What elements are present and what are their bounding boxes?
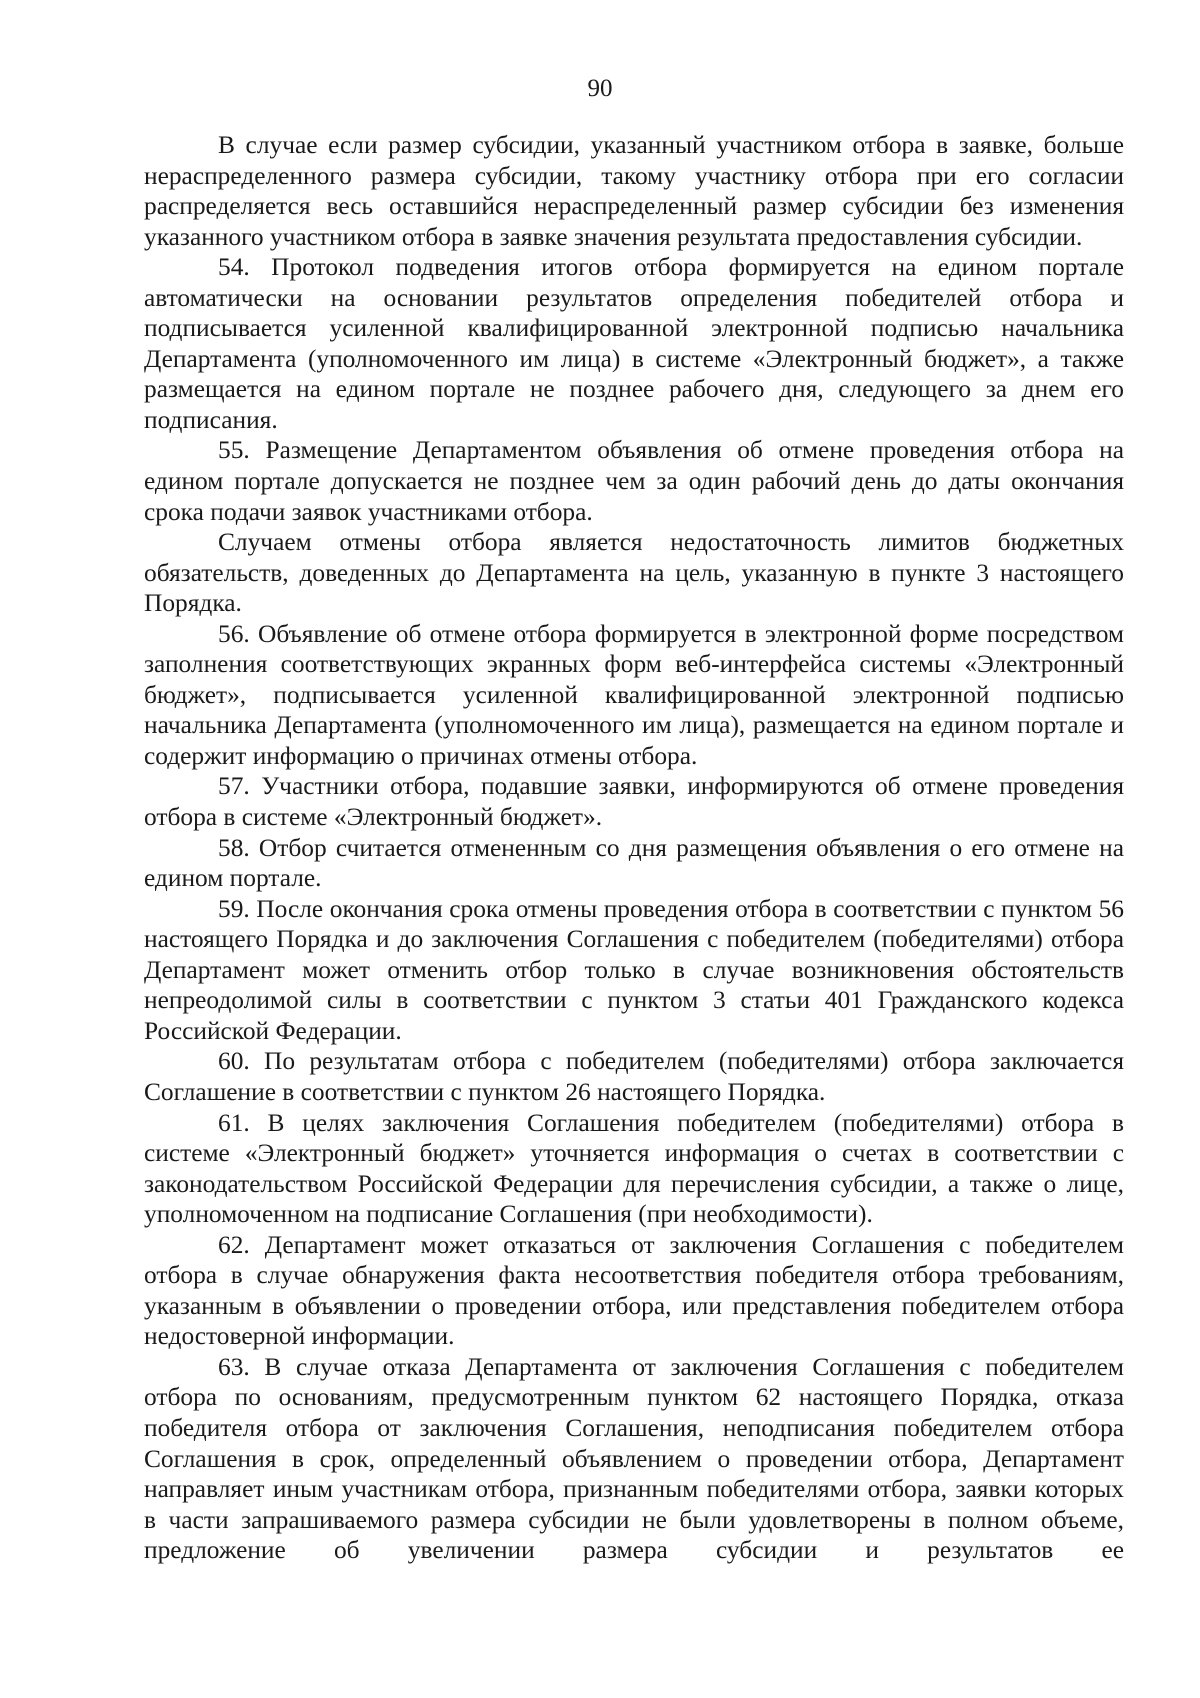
paragraph-56: 56. Объявление об отмене отбора формируется в электронной форме посредством заполнения соответствующих экранных форм веб-интерфейса системы «Электронный бюджет», подписывается усиленной квалифицированной электронной подписью начальника Департамента (уполномоченного им лица), размещается на едином портале и содержит информацию о причинах отмены отбора. — [144, 619, 1124, 770]
paragraph-54: 54. Протокол подведения итогов отбора формируется на едином портале автоматически на основании результатов определения победителей отбора и подписывается усиленной квалифицированной электронной подписью начальника Департамента (уполномоченного им лица) в системе «Электронный бюджет», а также размещается на едином портале не позднее рабочего дня, следующего за днем его подписания. — [144, 253, 1124, 434]
paragraph-61: 61. В целях заключения Соглашения победителем (победителями) отбора в системе «Электронный бюджет» уточняется информация о счетах в соответствии с законодательством Российской Федерации для перечисления субсидии, а также о лице, уполномоченном на подписание Соглашения (при необходимости). — [144, 1108, 1124, 1229]
paragraph-55: 55. Размещение Департаментом объявления об отмене проведения отбора на едином портале допускается не позднее чем за один рабочий день до даты окончания срока подачи заявок участниками отбора. — [144, 436, 1124, 526]
paragraph-60: 60. По результатам отбора с победителем (победителями) отбора заключается Соглашение в соответствии с пунктом 26 настоящего Порядка. — [144, 1047, 1124, 1106]
paragraph-63: 63. В случае отказа Департамента от заключения Соглашения с победителем отбора по основаниям, предусмотренным пунктом 62 настоящего Порядка, отказа победителя отбора от заключения Соглашения, неподписания победителем отбора Соглашения в срок, определенный объявлением о проведении отбора, Департамент направляет иным участникам отбора, признанным победителями отбора, заявки которых в части запрашиваемого размера субсидии не были удовлетворены в полном объеме, предложение об увеличении размера субсидии и результатов ее — [144, 1352, 1124, 1565]
paragraph-cancellation-case: Случаем отмены отбора является недостаточность лимитов бюджетных обязательств, доведенных до Департамента на цель, указанную в пункте 3 настоящего Порядка. — [144, 528, 1124, 618]
document-body — [144, 130, 1124, 1566]
paragraph-subsidy-distribution: В случае если размер субсидии, указанный участником отбора в заявке, больше нераспределенного размера субсидии, такому участнику отбора при его согласии распределяется весь оставшийся нераспределенный размер субсидии без изменения указанного участником отбора в заявке значения результата предоставления субсидии. — [144, 131, 1124, 251]
page-number: 90 — [587, 75, 613, 102]
paragraph-58: 58. Отбор считается отмененным со дня размещения объявления о его отмене на едином портале. — [144, 833, 1124, 893]
paragraph-57: 57. Участники отбора, подавшие заявки, информируются об отмене проведения отбора в системе «Электронный бюджет». — [144, 772, 1124, 832]
paragraph-62: 62. Департамент может отказаться от заключения Соглашения с победителем отбора в случае обнаружения факта несоответствия победителя отбора требованиям, указанным в объявлении о проведении отбора, или представления победителем отбора недостоверной информации. — [144, 1230, 1124, 1351]
paragraph-59: 59. После окончания срока отмены проведения отбора в соответствии с пунктом 56 настоящего Порядка и до заключения Соглашения с победителем (победителями) отбора Департамент может отменить отбор только в случае возникновения обстоятельств непреодолимой силы в соответствии с пунктом 3 статьи 401 Гражданского кодекса Российской Федерации. — [144, 894, 1124, 1045]
